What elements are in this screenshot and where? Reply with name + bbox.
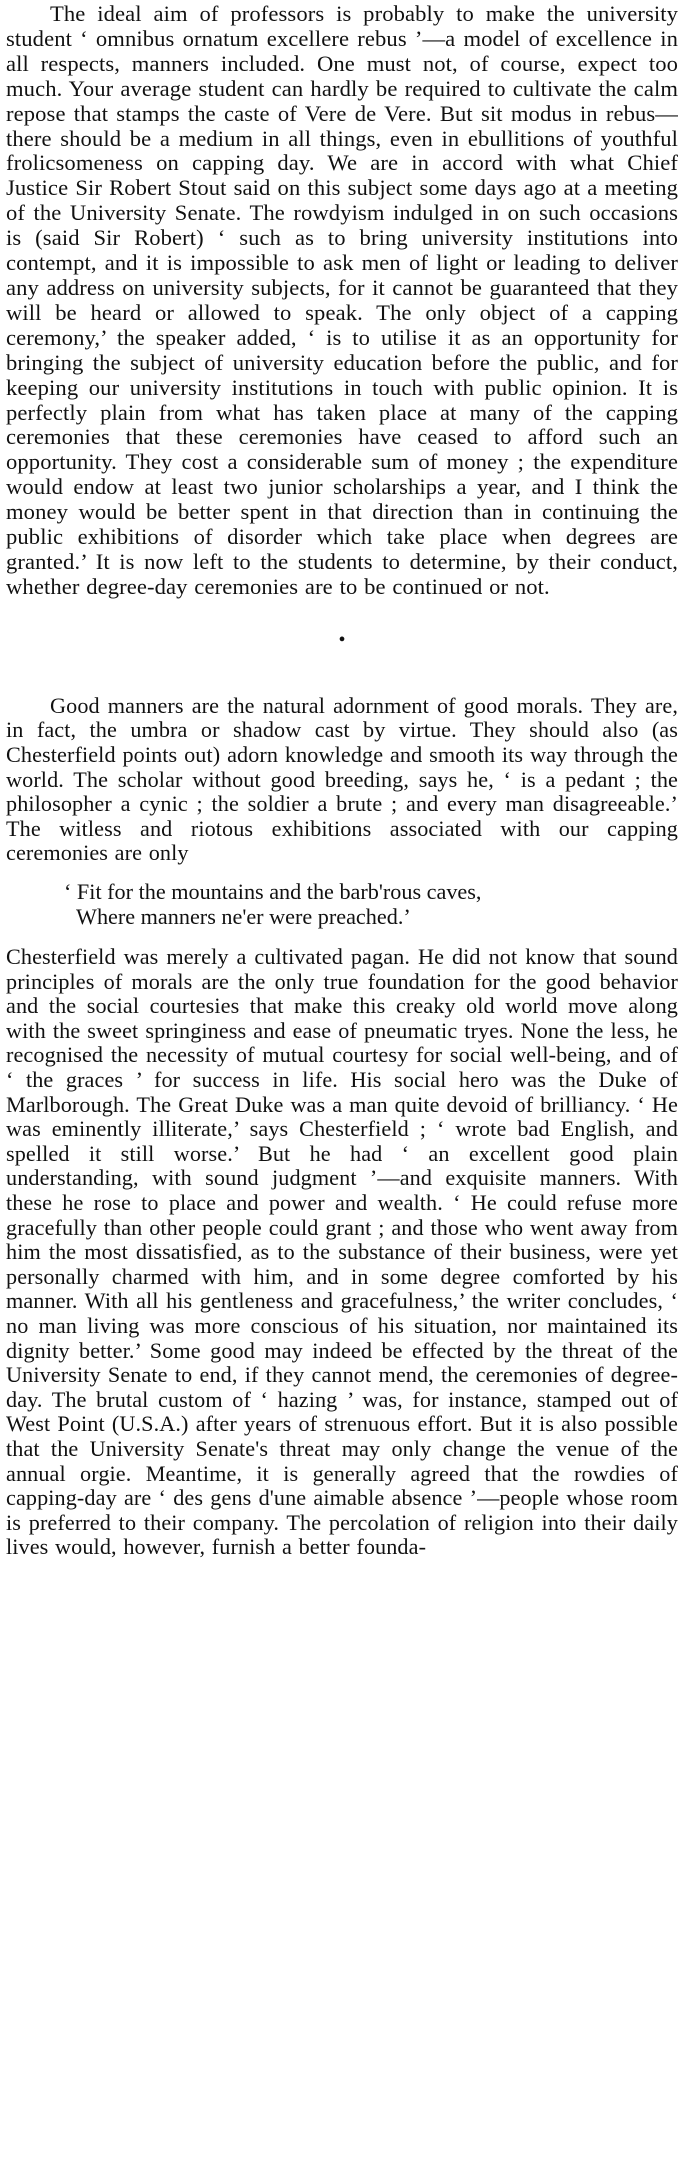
section-separator: • (338, 628, 346, 651)
paragraph-good-manners: Good manners are the natural adornment of good morals. They are, in fact, the umbra or shadow cast by virtue. They should also (as Chesterfield points out) adorn knowledge and smooth its way through the world. The scholar without good breeding, says he, ‘ is a pedant ; the philosopher a cynic ; the soldier a brute ; and every man disagreeable.’ The witless and riotous exhibitions associated with our capping ceremonies are only (6, 692, 678, 866)
quote-line-1: ‘ Fit for the mountains and the barb'rous caves, (64, 878, 482, 904)
verse-quotation (64, 880, 678, 929)
paragraph-chesterfield: Chesterfield was merely a cultivated pagan. He did not know that sound principles of morals are the only true foundation for the good behavior and the social courtesies that make this creaky old world move along with the sweet springiness and ease of pneumatic tryes. None the less, he recognised the necessity of mutual courtesy for social well-being, and of ‘ the graces ’ for success in life. His social hero was the Duke of Marlborough. The Great Duke was a man quite devoid of brilliancy. ‘ He was eminently illiterate,’ says Chesterfield ; ‘ wrote bad English, and spelled it still worse.’ But he had ‘ an excellent good plain understanding, with sound judgment ’—and exquisite manners. With these he rose to place and power and wealth. ‘ He could refuse more gracefully than other people could grant ; and those who went away from him the most dissatisfied, as to the substance of their business, were yet personally charmed with him, and in some degree comforted by his manner. With all his gentleness and gracefulness,’ the writer concludes, ‘ no man living was more conscious of his situation, nor maintained its dignity better.’ Some good may indeed be effected by the threat of the University Senate to end, if they cannot mend, the ceremonies of degree-day. The brutal custom of ‘ hazing ’ was, for instance, stamped out of West Point (U.S.A.) after years of strenuous effort. But it is also possible that the University Senate's threat may only change the venue of the annual orgie. Meantime, it is generally agreed that the rowdies of capping-day are ‘ des gens d'une aimable absence ’—people whose room is preferred to their company. The percolation of religion into their daily lives would, however, furnish a better founda- (6, 944, 678, 1560)
paragraph-capping-ceremonies: The ideal aim of professors is probably to make the university student ‘ omnibus ornatum excellere rebus ’—a model of excellence in all respects, manners included. One must not, of course, expect too much. Your average student can hardly be required to cultivate the calm repose that stamps the caste of Vere de Vere. But sit modus in rebus—there should be a medium in all things, even in ebullitions of youthful frolicsomeness on capping day. We are in accord with what Chief Justice Sir Robert Stout said on this subject some days ago at a meeting of the University Senate. The rowdyism indulged in on such occasions is (said Sir Robert) ‘ such as to bring university institutions into contempt, and it is impossible to ask men of light or leading to deliver any address on university subjects, for it cannot be guaranteed that they will be heard or allowed to speak. The only object of a capping ceremony,’ the speaker added, ‘ is to utilise it as an opportunity for bringing the subject of university education before the public, and for keeping our university institutions in touch with public opinion. It is perfectly plain from what has taken place at many of the capping ceremonies that these ceremonies have ceased to afford such an opportunity. They cost a considerable sum of money ; the expenditure would endow at least two junior scholarships a year, and I think the money would be better spent in that direction than in continuing the public exhibitions of disorder which take place when degrees are granted.’ It is now left to the students to determine, by their conduct, whether degree-day ceremonies are to be continued or not. (6, 1, 678, 599)
quote-line-2: Where manners ne'er were preached.’ (76, 903, 411, 929)
article-column (6, 2, 678, 1560)
paragraph-gap (6, 600, 678, 630)
